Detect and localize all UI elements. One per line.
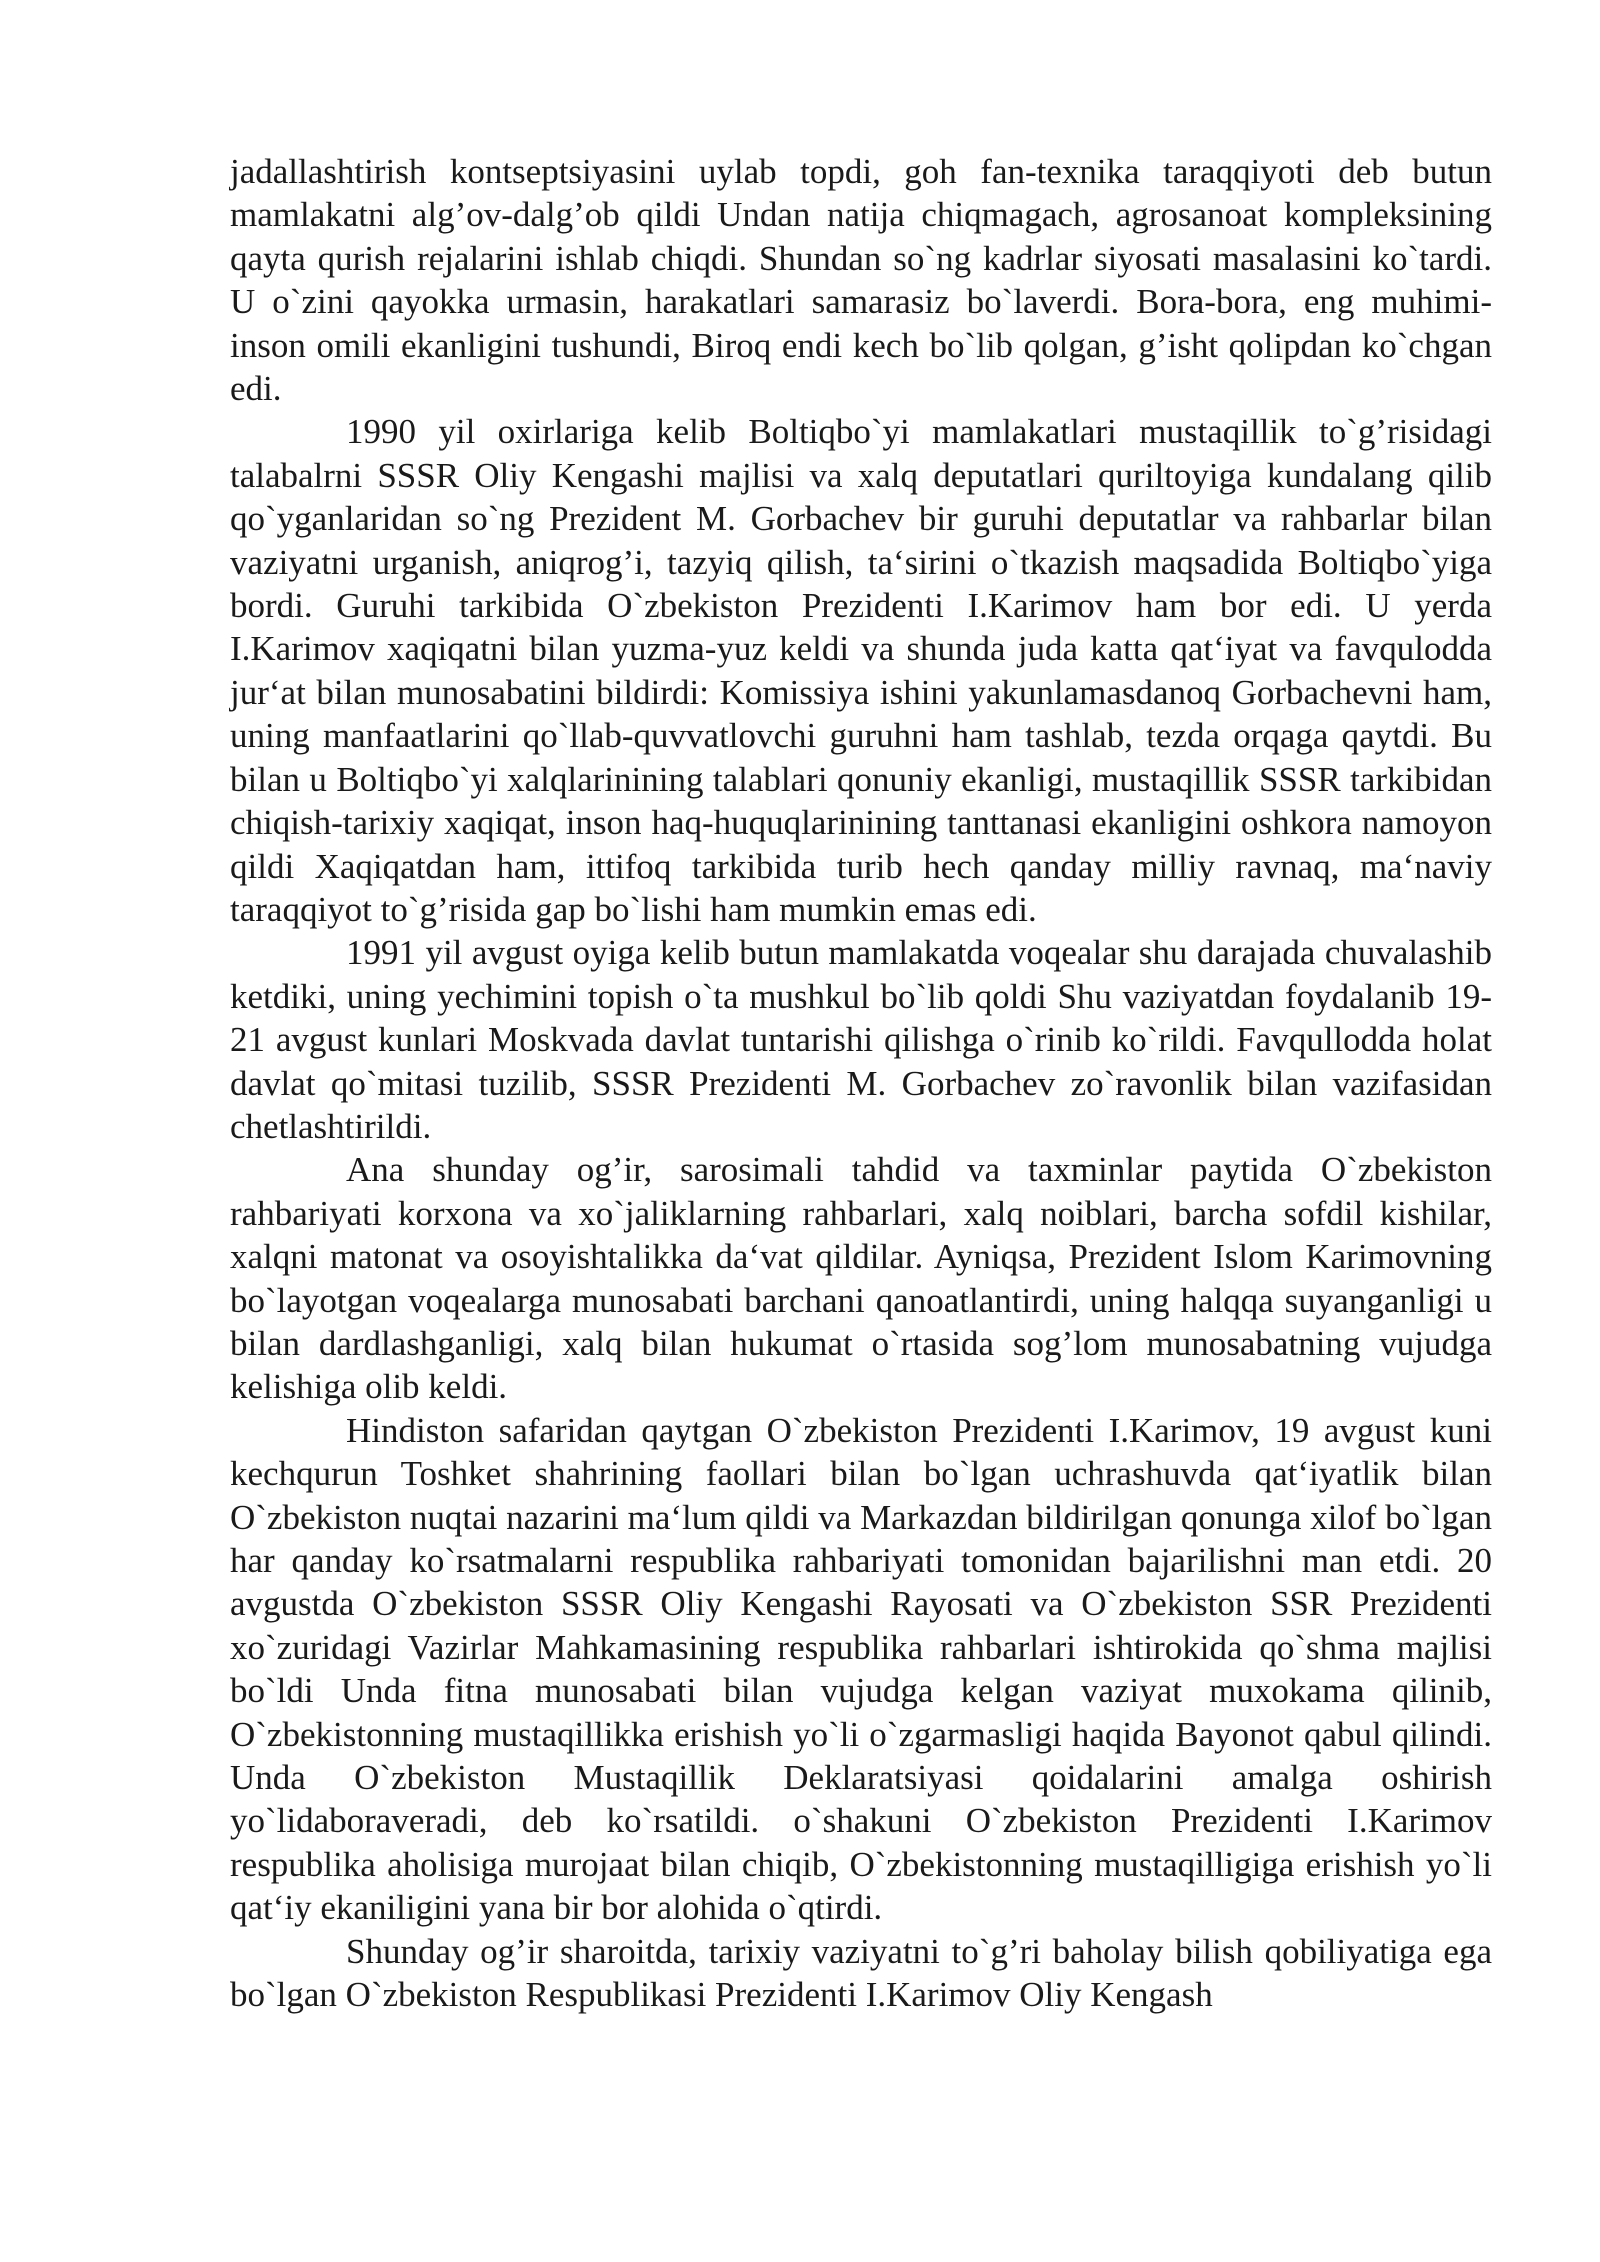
paragraph-6: Shunday og’ir sharoitda, tarixiy vaziyatni to`g’ri baholay bilish qobiliyatiga ega bo`lgan O`zbekiston Respublikasi Prezidenti I.Karimov Oliy Kengash xyxy=(230,1931,1492,2015)
paragraph-4: Ana shunday og’ir, sarosimali tahdid va taxminlar paytida O`zbekiston rahbariyati korxona va xo`jaliklarning rahbarlari, xalq noiblari, barcha sofdil kishilar, xalqni matonat va osoyishtalikka da‘vat qildilar. Ayniqsa, Prezident Islom Karimovning bo`layotgan voqealarga munosabati barchani qanoatlantirdi, uning halqqa suyanganligi u bilan dardlashganligi, xalq bilan hukumat o`rtasida sog’lom munosabatning vujudga kelishiga olib keldi. xyxy=(230,1150,1492,1407)
paragraph-3: 1991 yil avgust oyiga kelib butun mamlakatda voqealar shu darajada chuvalashib ketdiki, uning yechimini topish o`ta mushkul bo`lib qoldi Shu vaziyatdan foydalanib 19-21 avgust kunlari Moskvada davlat tuntarishi qilishga o`rinib ko`rildi. Favqullodda holat davlat qo`mitasi tuzilib, SSSR Prezidenti M. Gorbachev zo`ravonlik bilan vazifasidan chetlashtirildi. xyxy=(230,933,1492,1146)
paragraph-5: Hindiston safaridan qaytgan O`zbekiston Prezidenti I.Karimov, 19 avgust kuni kechqurun Toshket shahrining faollari bilan bo`lgan uchrashuvda qat‘iyatlik bilan O`zbekiston nuqtai nazarini ma‘lum qildi va Markazdan bildirilgan qonunga xilof bo`lgan har qanday ko`rsatmalarni respublika rahbariyati tomonidan bajarilishni man etdi. 20 avgustda O`zbekiston SSSR Oliy Kengashi Rayosati va O`zbekiston SSR Prezidenti xo`zuridagi Vazirlar Mahkamasining respublika rahbarlari ishtirokida qo`shma majlisi bo`ldi Unda fitna munosabati bilan vujudga kelgan vaziyat muxokama qilinib, O`zbekistonning mustaqillikka erishish yo`li o`zgarmasligi haqida Bayonot qabul qilindi. Unda O`zbekiston Mustaqillik Deklaratsiyasi qoidalarini amalga oshirish yo`lidaboraveradi, deb ko`rsatildi. o`shakuni O`zbekiston Prezidenti I.Karimov respublika aholisiga murojaat bilan chiqib, O`zbekistonning mustaqilligiga erishish yo`li qat‘iy ekaniligini yana bir bor alohida o`qtirdi. xyxy=(230,1410,1492,1928)
document-page xyxy=(230,150,1492,2016)
paragraph-1: jadallashtirish kontseptsiyasini uylab topdi, goh fan-texnika taraqqiyoti deb butun mamlakatni alg’ov-dalg’ob qildi Undan natija chiqmagach, agrosanoat kompleksining qayta qurish rejalarini ishlab chiqdi. Shundan so`ng kadrlar siyosati masalasini ko`tardi. U o`zini qayokka urmasin, harakatlari samarasiz bo`laverdi. Bora-bora, eng muhimi-inson omili ekanligini tushundi, Biroq endi kech bo`lib qolgan, g’isht qolipdan ko`chgan edi. xyxy=(230,152,1492,409)
paragraph-2: 1990 yil oxirlariga kelib Boltiqbo`yi mamlakatlari mustaqillik to`g’risidagi talabalrni SSSR Oliy Kengashi majlisi va xalq deputatlari quriltoyiga kundalang qilib qo`yganlaridan so`ng Prezident M. Gorbachev bir guruhi deputatlar va rahbarlar bilan vaziyatni urganish, aniqrog’i, tazyiq qilish, ta‘sirini o`tkazish maqsadida Boltiqbo`yiga bordi. Guruhi tarkibida O`zbekiston Prezidenti I.Karimov ham bor edi. U yerda I.Karimov xaqiqatni bilan yuzma-yuz keldi va shunda juda katta qat‘iyat va favqulodda jur‘at bilan munosabatini bildirdi: Komissiya ishini yakunlamasdanoq Gorbachevni ham, uning manfaatlarini qo`llab-quvvatlovchi guruhni ham tashlab, tezda orqaga qaytdi. Bu bilan u Boltiqbo`yi xalqlarinining talablari qonuniy ekanligi, mustaqillik SSSR tarkibidan chiqish-tarixiy xaqiqat, inson haq-huquqlarinining tanttanasi ekanligini oshkora namoyon qildi Xaqiqatdan ham, ittifoq tarkibida turib hech qanday milliy ravnaq, ma‘naviy taraqqiyot to`g’risida gap bo`lishi ham mumkin emas edi. xyxy=(230,412,1492,929)
